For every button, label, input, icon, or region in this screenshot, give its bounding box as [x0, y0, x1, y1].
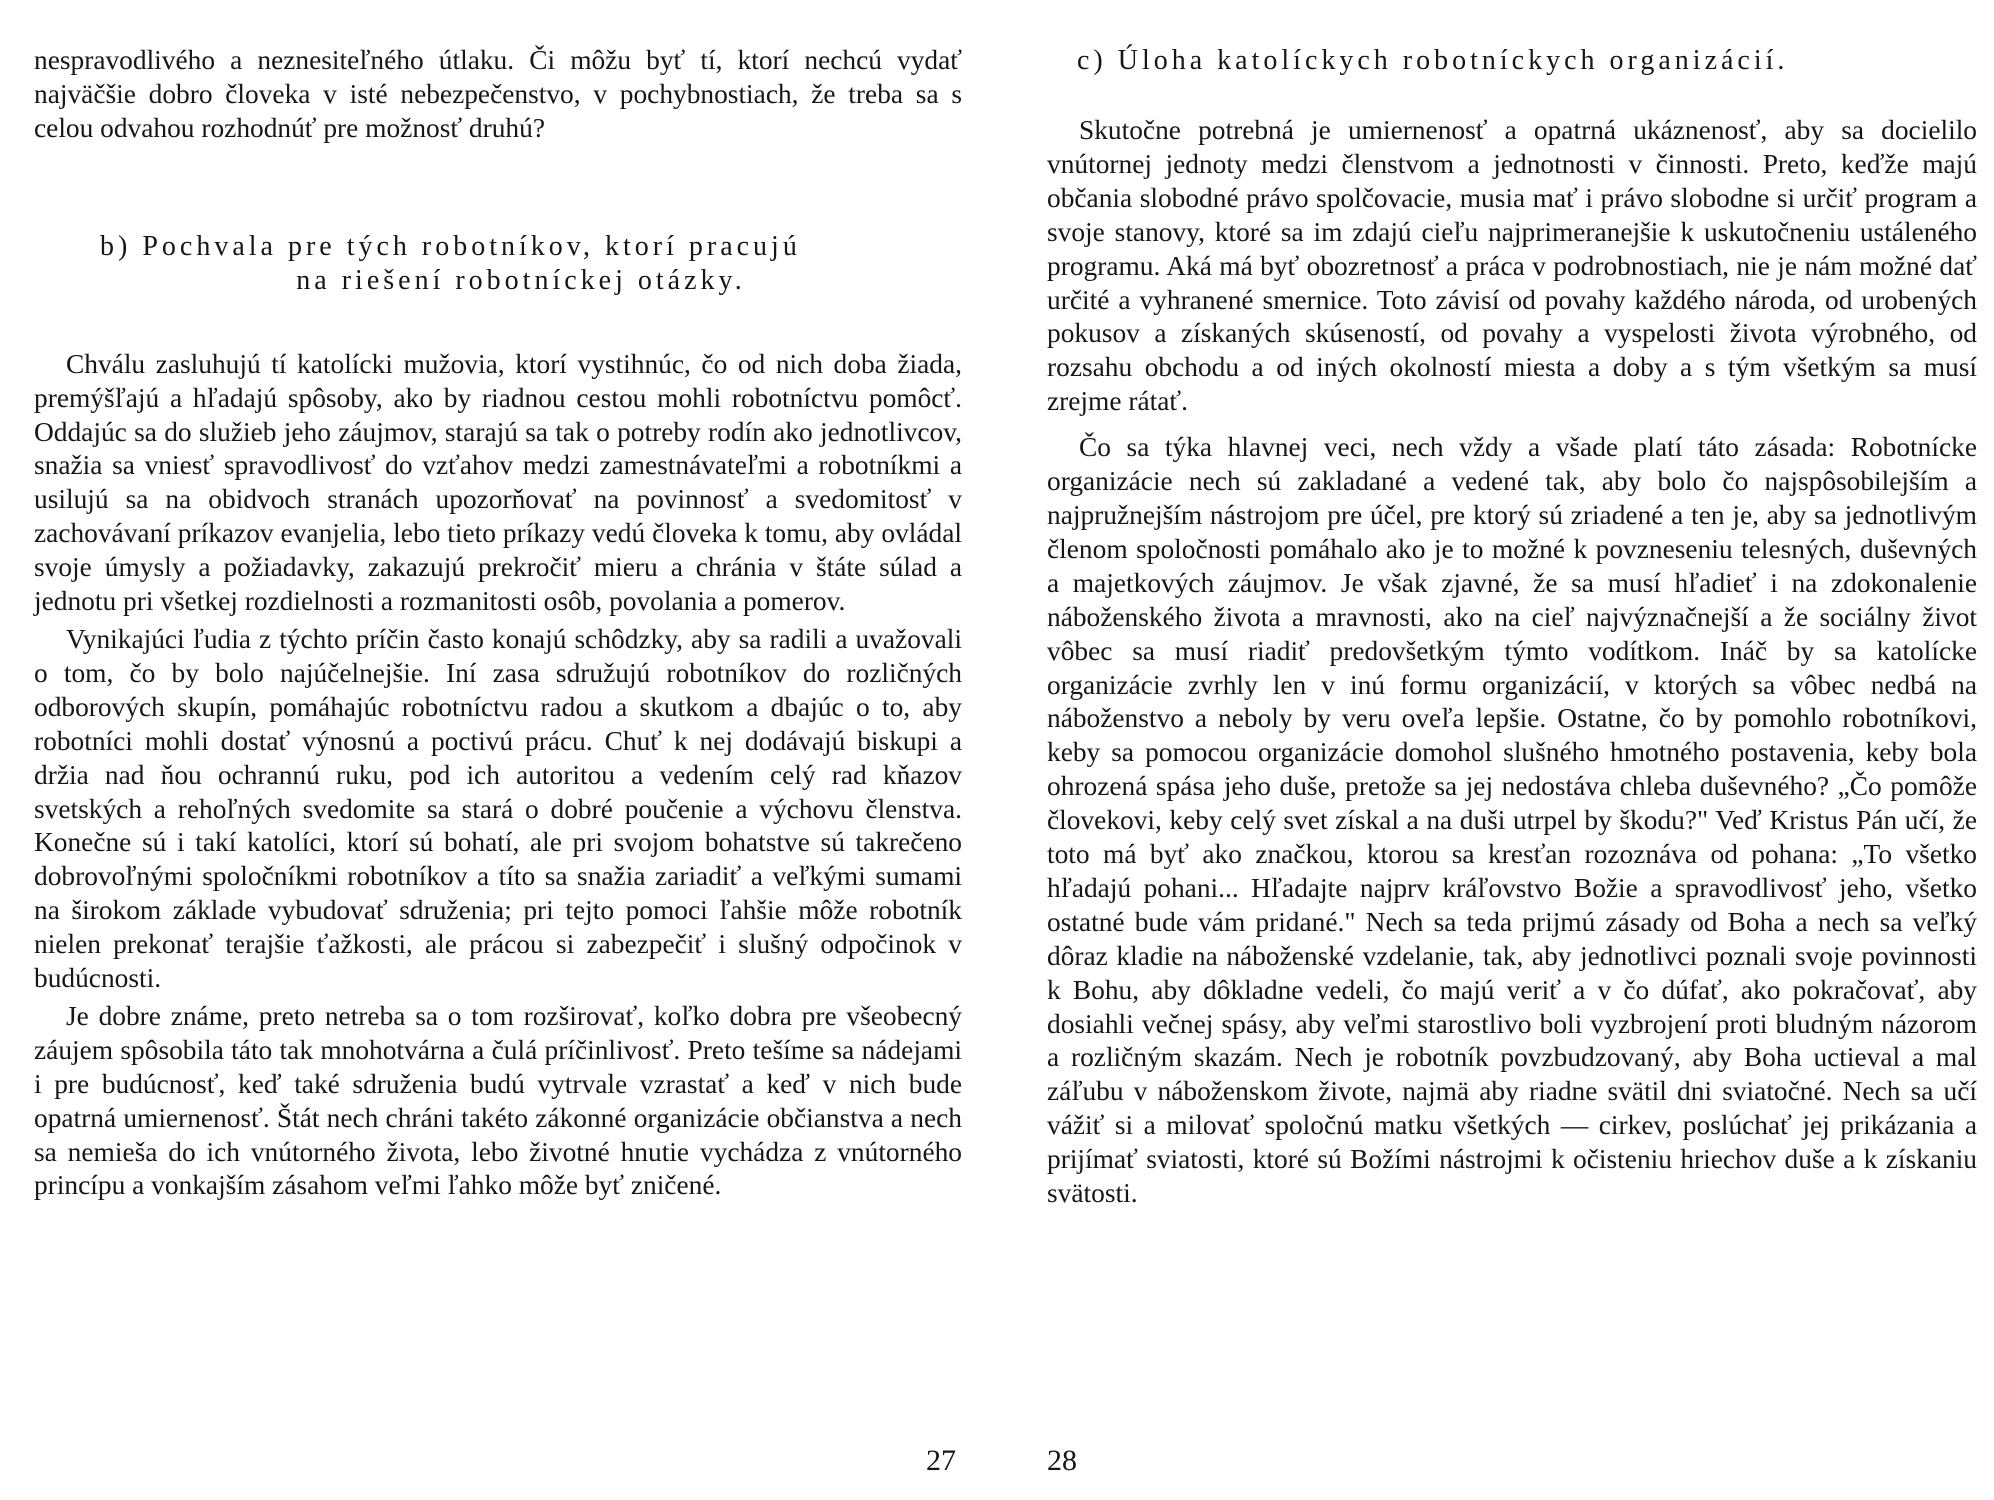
section-c-heading: c) Úloha katolíckych robotníckych organizácií.: [1077, 45, 1789, 76]
right-page: [997, 0, 1994, 1500]
section-b-heading-line-1: b) Pochvala pre tých robotníkov, ktorí pracujú: [100, 230, 801, 262]
right-page-content: [1047, 44, 1977, 1211]
left-paragraph-1: nespravodlivého a neznesiteľného útlaku. Či môžu byť tí, ktorí nechcú vydať najväčšie dobro človeka v isté nebezpečenstvo, v pochybnostiach, že treba sa s celou odvahou rozhodnúť pre možnosť druhú?: [34, 45, 962, 143]
left-paragraph-2: Chválu zasluhujú tí katolícki mužovia, ktorí vystihnúc, čo od nich doba žiada, premýšľajú a hľadajú spôsoby, ako by riadnou cestou mohli robotníctvu pomôcť. Oddajúc sa do služieb jeho záujmov, starajú sa tak o potreby rodín ako jednotlivcov, snažia sa vniesť spravodlivosť do vzťahov medzi zamestnávateľmi a robotníkmi a usilujú sa na obidvoch stranách upozorňovať na povinnosť a svedomitosť v zachovávaní príkazov evanjelia, lebo tieto príkazy vedú človeka k tomu, aby ovládal svoje úmysly a požiadavky, zakazujú prekročiť mieru a chránia v štáte súlad a jednotu pri všetkej rozdielnosti a rozmanitosti osôb, povolania a pomerov.: [34, 348, 962, 617]
right-page-number: 28: [1047, 1444, 1077, 1477]
left-paragraph-4: Je dobre známe, preto netreba sa o tom rozširovať, koľko dobra pre všeobecný záujem spôsobila táto tak mnohotvárna a čulá príčinlivosť. Preto tešíme sa nádejami i pre budúcnosť, keď také sdruženia budú vytrvale vzrastať a keď v nich bude opatrná umiernenosť. Štát nech chráni takéto zákonné organizácie občianstva a nech sa nemieša do ich vnútorného života, lebo životné hnutie vychádza z vnútorného princípu a vonkajším zásahom veľmi ľahko môže byť zničené.: [34, 1000, 962, 1201]
left-page-number: 27: [926, 1444, 956, 1477]
section-b-heading: [34, 230, 962, 298]
right-paragraph-2: Čo sa týka hlavnej veci, nech vždy a všade platí táto zásada: Robotnícke organizácie nech sú zakladané a vedené tak, aby bolo čo najspôsobilejším a najpružnejším nástrojom pre účel, pre ktorý sú zriadené a ten je, aby sa jednotlivým členom spoločnosti pomáhalo ako je to možné k povzneseniu telesných, duševných a majetkových záujmov. Je však zjavné, že sa musí hľadieť i na zdokonalenie náboženského života a mravnosti, ako na cieľ najvýznačnejší a že sociálny život vôbec sa musí riadiť predovšetkým týmto vodítkom. Ináč by sa katolícke organizácie zvrhly len v inú formu organizácií, v ktorých sa vôbec nedbá na náboženstvo a neboly by veru oveľa lepšie. Ostatne, čo by pomohlo robotníkovi, keby sa pomocou organizácie domohol slušného hmotného postavenia, keby bola ohrozená spása jeho duše, pretože sa jej nedostáva chleba duševného? „Čo pomôže človekovi, keby celý svet získal a na duši utrpel by škodu?" Veď Kristus Pán učí, že toto má byť ako značkou, ktorou sa kresťan rozoznáva od pohana: „To všetko hľadajú pohani... Hľadajte najprv kráľovstvo Božie a spravodlivosť jeho, všetko ostatné bude vám pridané." Nech sa teda prijmú zásady od Boha a nech sa veľký dôraz kladie na náboženské vzdelanie, tak, aby jednotlivci poznali svoje povinnosti k Bohu, aby dôkladne vedeli, čo majú veriť a v čo dúfať, ako pokračovať, aby dosiahli večnej spásy, aby veľmi starostlivo boli vyzbrojení proti bludným názorom a rozličným skazám. Nech je robotník povzbudzovaný, aby Boha uctieval a mal záľubu v náboženskom živote, najmä aby riadne svätil dni sviatočné. Nech sa učí vážiť si a milovať spoločnú matku všetkých — cirkev, poslúchať jej prikázania a prijímať sviatosti, ktoré sú Božími nástrojmi k očisteniu hriechov duše a k získaniu svätosti.: [1047, 432, 1977, 1209]
left-page-content: [34, 44, 962, 1203]
left-paragraph-3: Vynikajúci ľudia z týchto príčin často konajú schôdzky, aby sa radili a uvažovali o tom, čo by bolo najúčelnejšie. Iní zasa sdružujú robotníkov do rozličných odborových skupín, pomáhajúc robotníctvu radou a skutkom a dbajúc o to, aby robotníci mohli dostať výnosnú a poctivú prácu. Chuť k nej dodávajú biskupi a držia nad ňou ochrannú ruku, pod ich autoritou a vedením celý rad kňazov svetských a rehoľných svedomite sa stará o dobré poučenie a výchovu členstva. Konečne sú i takí katolíci, ktorí sú bohatí, ale pri svojom bohatstve sú takrečeno dobrovoľnými spoločníkmi robotníkov a títo sa snažia zariadiť a veľkými sumami na širokom základe vybudovať sdruženia; pri tejto pomoci ľahšie môže robotník nielen prekonať terajšie ťažkosti, ale prácou si zabezpečiť i slušný odpočinok v budúcnosti.: [34, 623, 962, 994]
right-paragraph-1: Skutočne potrebná je umiernenosť a opatrná ukáznenosť, aby sa docielilo vnútornej jednoty medzi členstvom a jednotnosti v činnosti. Preto, keďže majú občania slobodné právo spolčovacie, musia mať i právo slobodne si určiť program a svoje stanovy, ktoré sa im zdajú cieľu najprimeranejšie k uskutočneniu ustáleného programu. Aká má byť obozretnosť a práca v podrobnostiach, nie je nám možné dať určité a vyhranené smernice. Toto závisí od povahy každého národa, od urobených pokusov a získaných skúseností, od povahy a vyspelosti života výrobného, od rozsahu obchodu a od iných okolností miesta a doby a s tým všetkým sa musí zrejme rátať.: [1047, 115, 1977, 417]
section-b-heading-line-2: na riešení robotníckej otázky.: [296, 264, 746, 296]
